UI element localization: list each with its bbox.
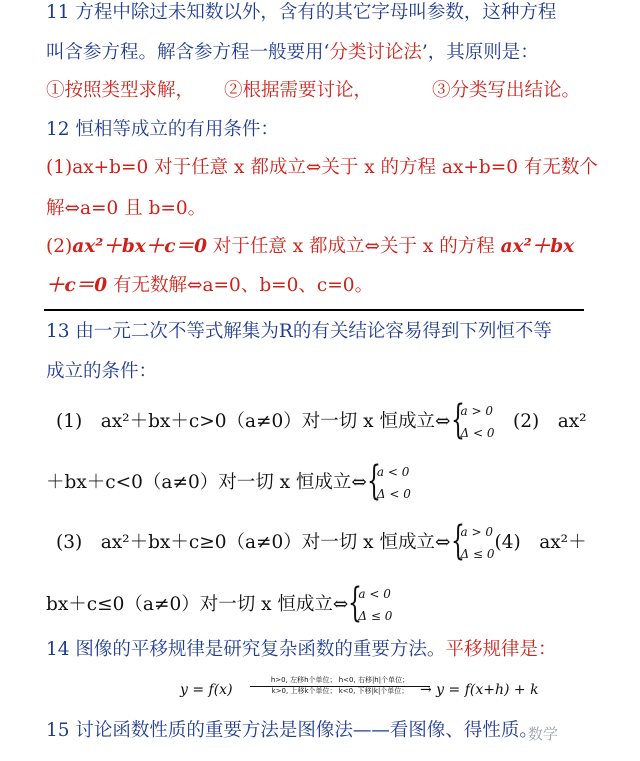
s11-line2 — [46, 44, 539, 63]
s13-system4: { a < 0 Δ ≤ 0 — [348, 580, 393, 626]
s12-c2a — [46, 238, 574, 257]
s13-row3 — [56, 518, 587, 565]
s13-r2a: ＋bx＋c<0（a≠0）对一切 x 恒成立⇔ — [46, 472, 367, 493]
s11-l3c: ③分类写出结论。 — [432, 80, 581, 101]
s11-line1: 11 方程中除过未知数以外，含有的其它字母叫参数，这种方程 — [46, 2, 557, 23]
s12-c2a-3: 对于任意 x 都成立⇔关于 x 的方程 — [206, 236, 501, 257]
s11-l2c: ’，其原则是： — [421, 42, 539, 63]
s12-c1b: 解⇔a=0 且 b=0。 — [46, 198, 207, 219]
s12-c1a: (1)ax+b=0 对于任意 x 都成立⇔关于 x 的方程 ax+b=0 有无数个 — [46, 157, 598, 178]
watermark: 数学 — [528, 725, 559, 743]
s13-system1: { a > 0 Δ < 0 — [450, 397, 495, 443]
s13-row2 — [46, 458, 411, 505]
s14-arrow-labels — [250, 676, 430, 696]
s13-r4a: bx＋c≤0（a≠0）对一切 x 恒成立⇔ — [46, 594, 349, 615]
s12-title: 12 恒相等成立的有用条件： — [46, 119, 279, 140]
s13-r3a: (3) ax²＋bx＋c≥0（a≠0）对一切 x 恒成立⇔ — [56, 532, 451, 553]
s14-f-right: → y = f(x+h) + k — [420, 682, 539, 698]
s13-system2: { a < 0 Δ < 0 — [366, 458, 411, 504]
s11-l2b: 分类讨论法 — [329, 42, 422, 63]
s11-line3 — [46, 82, 580, 101]
s14-f-left: y = f(x) — [180, 682, 233, 698]
s11-l3a: ①按照类型求解， — [46, 80, 195, 101]
s13-title2: 成立的条件： — [46, 361, 158, 382]
s12-c2b — [46, 277, 373, 296]
s12-c2b-1: ＋c＝0 — [46, 275, 108, 296]
s12-c2b-2: 有无数解⇔a=0、b=0、c=0。 — [107, 275, 374, 296]
s12-c2a-2: ax²＋bx＋c＝0 — [72, 236, 207, 257]
section-divider — [44, 309, 584, 311]
s12-c2a-4: ax²＋bx — [500, 236, 575, 257]
s13-r1a: (1) ax²＋bx＋c>0（a≠0）对一切 x 恒成立⇔ — [56, 411, 451, 432]
s13-title1: 13 由一元二次不等式解集为R的有关结论容易得到下列恒不等 — [46, 321, 552, 342]
s13-r3b: (4) ax²＋ — [494, 532, 587, 553]
s11-l3b: ②根据需要讨论， — [224, 80, 373, 101]
s14-title-a: 14 图像的平移规律是研究复杂函数的重要方法。 — [46, 639, 446, 660]
s15-title: 15 讨论函数性质的重要方法是图像法——看图像、得性质。 — [46, 720, 538, 741]
s13-row4 — [46, 580, 393, 627]
s12-c2a-1: (2) — [46, 236, 73, 257]
s11-l2a: 叫含参方程。解含参方程一般要用‘ — [46, 42, 330, 63]
s13-r1b: (2) ax² — [494, 411, 587, 432]
s13-row1 — [56, 397, 587, 444]
s14-arrow-top2: k>0, 上移k个单位； k<0, 下移|k|个单位； — [250, 686, 430, 696]
s14-arrow-top1: h>0, 左移h个单位； h<0, 右移|h|个单位； — [270, 676, 410, 684]
s13-system3: { a > 0 Δ ≤ 0 — [450, 518, 495, 564]
s14-title-b: 平移规律是： — [445, 639, 557, 660]
s14-title — [46, 641, 556, 660]
